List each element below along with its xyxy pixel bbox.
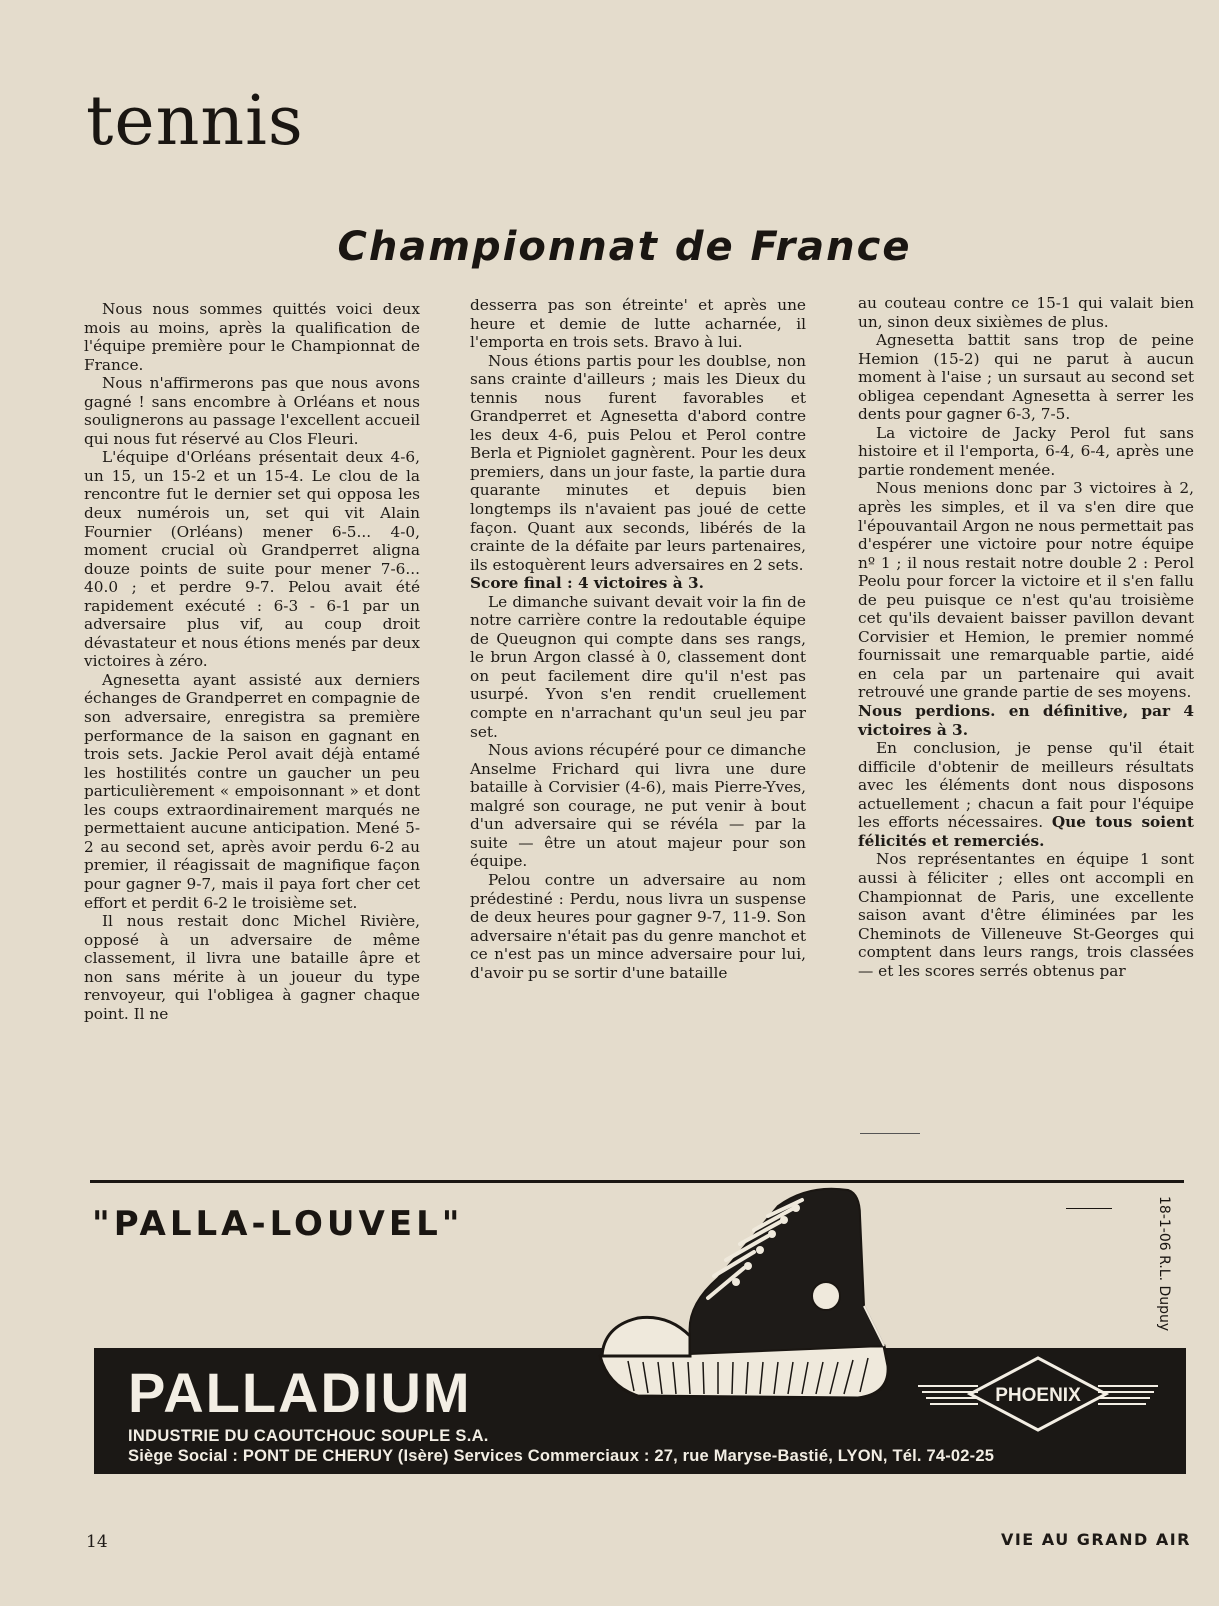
paragraph: Agnesetta battit sans trop de peine Hemion (15-2) qui ne parut à aucun moment à l'aise ; un sursaut au second set obligea cependant Agnesetta à serrer les dents pour gagner 6-3, 7-5. <box>858 331 1194 424</box>
paragraph: Nous étions partis pour les doublse, non sans crainte d'ailleurs ; mais les Dieux du tennis nous furent favorables et Grandperret et Agnesetta d'abord contre les deux 4-6, puis Pelou et Perol contre Berla et Pigniolet gagnèrent. Pour les deux premiers, dans un jour faste, la partie dura quarante minutes et depuis bien longtemps ils n'avaient pas joué de cette façon. Quant aux seconds, libérés de la crainte de la défaite par leurs partenaires, ils estoquèrent leurs adversaires en 2 sets. <box>470 351 806 574</box>
result-line: Nous perdions. en définitive, par 4 victoires à 3. <box>858 702 1194 739</box>
paragraph: desserra pas son étreinte' et après une heure et demie de lutte acharnée, il l'emporta en trois sets. Bravo à lui. <box>470 296 806 352</box>
ad-company-line: INDUSTRIE DU CAOUTCHOUC SOUPLE S.A. <box>128 1427 489 1445</box>
ad-brand: "PALLA-LOUVEL" <box>92 1204 464 1244</box>
ad-company-name: PALLADIUM <box>128 1361 472 1424</box>
ad-credit: 18-1-06 R.L. Dupuy <box>1156 1196 1172 1332</box>
paragraph: au couteau contre ce 15-1 qui valait bien un, sinon deux sixièmes de plus. <box>858 294 1194 331</box>
article-column-3 <box>858 294 1194 980</box>
article-column-1 <box>84 300 420 1023</box>
paragraph: Nous n'affirmerons pas que nous avons gagné ! sans encombre à Orléans et nous soulignerons au passage l'excellent accueil qui nous fut réservé au Clos Fleuri. <box>84 374 420 448</box>
paragraph: Il nous restait donc Michel Rivière, opposé à un adversaire de même classement, il livra une bataille âpre et non sans mérite à un joueur du type renvoyeur, qui l'obligea à gagner chaque point. Il ne <box>84 912 420 1023</box>
section-title: tennis <box>86 82 304 161</box>
page-number: 14 <box>86 1532 108 1552</box>
magazine-title: VIE AU GRAND AIR <box>1000 1530 1191 1549</box>
paragraph-text: En conclusion, je pense qu'il était difficile d'obtenir de meilleurs résultats avec les éléments dont nous disposons actuellement ; chacun a fait pour l'équipe les efforts nécessaires. <box>858 739 1194 832</box>
sneaker-illustration <box>598 1186 896 1412</box>
score-line: Score final : 4 victoires à 3. <box>470 574 704 593</box>
paragraph <box>858 739 1194 850</box>
paragraph-emphasis: Que tous soient félicités et remerciés. <box>858 813 1194 850</box>
paragraph: Nos représentantes en équipe 1 sont aussi à féliciter ; elles ont accompli en Championnat de Paris, une excellente saison avant d'être éliminées par les Cheminots de Villeneuve St-Georges qui comptent dans leurs rangs, trois classées — et les scores serrés obtenus par <box>858 850 1194 980</box>
paragraph: Nous menions donc par 3 victoires à 2, après les simples, et il va s'en dire que l'épouvantail Argon ne nous permettait pas d'espérer une victoire pour notre équipe nº 1 ; il nous restait notre double 2 : Perol Peolu pour forcer la victoire et il s'en fallu de peu puisque ce n'est qu'au troisième cet qu'ils devaient baisser pavillon devant Corvisier et Hemion, le premier nommé fournissait une remarquable partie, aidé en cela par un partenaire qui avait retrouvé une grande partie de ses moyens. <box>858 479 1194 702</box>
continuation-rule <box>860 1133 920 1134</box>
paragraph: Le dimanche suivant devait voir la fin de notre carrière contre la redoutable équipe de Queugnon qui compte dans ses rangs, le brun Argon classé à 0, classement dont on peut facilement dire qu'il n'est pas usurpé. Yvon s'en rendit cruellement compte en n'arrachant qu'un seul jeu par set. <box>470 592 806 741</box>
paragraph: L'équipe d'Orléans présentait deux 4-6, un 15, un 15-2 et un 15-4. Le clou de la rencontre fut le dernier set qui opposa les deux numérois un, set qui vit Alain Fournier (Orléans) mener 6-5... 4-0, moment crucial où Grandperret aligna douze points de suite pour mener 7-6... 40.0 ; et perdre 9-7. Pelou avait été rapidement exécuté : 6-3 - 6-1 par un adversaire plus vif, au coup droit dévastateur et nous étions menés par deux victoires à zéro. <box>84 448 420 671</box>
paragraph: Nous nous sommes quittés voici deux mois au moins, après la qualification de l'équipe première pour le Championnat de France. <box>84 300 420 374</box>
ad-top-rule <box>90 1180 1184 1183</box>
paragraph: Nous avions récupéré pour ce dimanche Anselme Frichard qui livra une dure bataille à Corvisier (4-6), mais Pierre-Yves, malgré son courage, ne put venir à bout d'un adversaire qui se révéla — par la suite — être un atout majeur pour son équipe. <box>470 741 806 871</box>
phoenix-logo-text: PHOENIX <box>995 1385 1081 1406</box>
paragraph: Pelou contre un adversaire au nom prédestiné : Perdu, nous livra un suspense de deux heures pour gagner 9-7, 11-9. Son adversaire n'était pas du genre manchot et ce n'est pas un mince adversaire pour lui, d'avoir pu se sortir d'une bataille <box>470 870 806 982</box>
paragraph: La victoire de Jacky Perol fut sans histoire et il l'emporta, 6-4, 6-4, après une partie rondement menée. <box>858 423 1194 479</box>
ad-brand-rule <box>1066 1208 1112 1209</box>
paragraph: Agnesetta ayant assisté aux derniers échanges de Grandperret en compagnie de son adversaire, enregistra sa première performance de la saison en gagnant en trois sets. Jackie Perol avait déjà entamé les hostilités contre un gaucher un peu particulièrement « empoisonnant » et dont les coups extraordinairement marqués ne permettaient aucune anticipation. Mené 5-2 au second set, après avoir perdu 6-2 au premier, il réagissait de magnifique façon pour gagner 9-7, mais il paya fort cher cet effort et perdit 6-2 le troisième set. <box>84 670 420 912</box>
headline: Championnat de France <box>337 224 912 270</box>
phoenix-logo <box>918 1356 1158 1432</box>
ad-address-line: Siège Social : PONT DE CHERUY (Isère) Services Commerciaux : 27, rue Maryse-Bastié, LYON, Tél. 74-02-25 <box>128 1447 995 1465</box>
article-column-2 <box>470 296 806 982</box>
